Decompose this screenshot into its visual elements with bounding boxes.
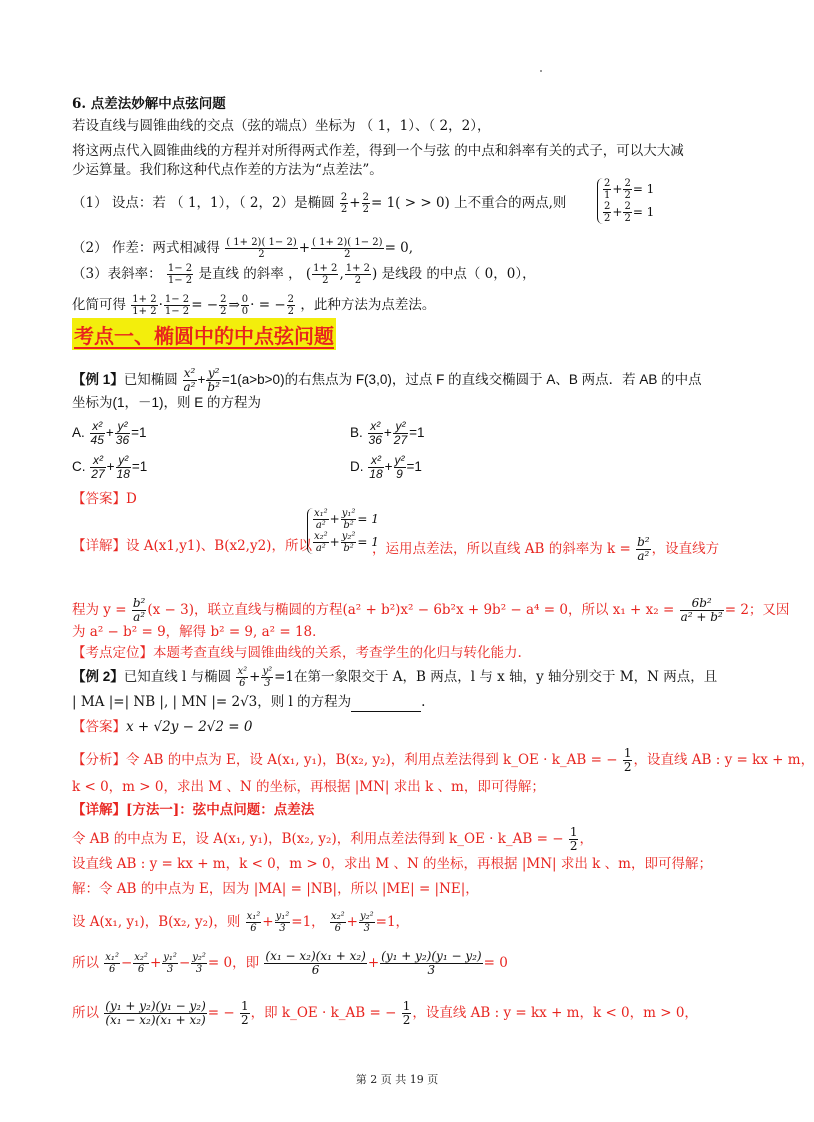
section-heading: 考点一、椭圆中的中点弦问题 [72,318,336,350]
example-1-line-1: 【例 1】已知椭圆 $\frac{\text{x²}}{\text{a²}}$ + $\frac{\text{y²}}{\text{b²}}$ =1(a>b>0)的右焦点为 F(3,0)，过点 F 的直线交椭圆于 A、B 两点．若 AB 的中点 [72,366,702,394]
option-c: C. $\frac{\text{x²}}{27}$ + $\frac{\text{y²}}{18}$ =1 [72,453,148,481]
step-3-text-a: （3）表斜率： [72,266,162,282]
example-2-analysis-2: k < 0，m > 0，求出 M 、N 的坐标，再根据 |MN| 求出 k 、m，即可得解； [72,779,545,795]
step-1: （1） 设点：若 （ 1，1），（ 2，2）是椭圆 $\frac{2}{2}$ + $\frac{2}{2}$ = 1( > > 0) 上不重合的两点,则 [72,192,567,215]
example-2-detail-3: 解：令 AB 的中点为 E，因为 |MA| = |NB|，所以 |ME| = |NE|， [72,881,479,897]
scan-speck [540,70,542,72]
example-2-detail-5: 所以 $\frac{\text{x₁²}}{6}$ − $\frac{\text{x₂²}}{6}$ + $\frac{\text{y₁²}}{3}$ − $\frac{\text{y₂²}}{3}$ = 0，即 $\frac{\text{(x₁ − x₂)(x₁ + x₂)}}{6}$ + $\frac{\text{(y₁ + y₂)(y₁ − y₂)}}{3}$ = 0 [72,949,508,977]
example-1-label: 【例 1】 [72,372,124,388]
example-1-text-a: 已知椭圆 [123,372,178,388]
step-2-text: （2） 作差：两式相减得 [72,240,220,256]
example-2-answer: 【答案】x + √2y − 2√2 = 0 [72,719,253,735]
example-1-detail: 【详解】设 A(x1,y1)、B(x2,y2)，所以 [72,538,312,554]
example-2-detail-4: 设 A(x₁, y₁)，B(x₂, y₂)，则 $\frac{\text{x₁²}}{6}$ + $\frac{\text{y₁²}}{3}$ =1， $\frac{\text{x₂²}}{6}$ + $\frac{\text{y₂²}}{3}$ =1， [72,911,410,934]
example-2-line-2: | MA |=| NB |, | MN |= 2√3，则 l 的方程为 . [72,694,426,710]
step-1-system: $\frac{2}{1}$ + $\frac{2}{2}$ = 1 $\frac{2}{2}$ + $\frac{2}{2}$ = 1 [597,178,654,224]
ellipse-fraction-x: $\frac{2}{2}$ [340,192,348,215]
page-footer: 第 2 页 共 19 页 [355,1073,439,1086]
example-2-detail-2: 设直线 AB : y = kx + m，k < 0，m > 0，求出 M 、N 的坐标，再根据 |MN| 求出 k 、m，即可得解； [72,856,712,872]
example-1-line-2: 坐标为(1，－1)，则 E 的方程为 [72,395,262,410]
ellipse-fraction-y: $\frac{2}{2}$ [362,192,369,215]
step-1-text-a: （1） 设点：若 （ 1，1），（ 2，2）是椭圆 [72,195,335,211]
example-1-detail-2: 程为 y = $\frac{\text{b²}}{\text{a²}}$ (x − 3)，联立直线与椭圆的方程(a² + b²)x² − 6b²x + 9b² − a⁴ = 0，所以 x₁ + x₂ = $\frac{\text{6b²}}{\text{a² + b²}}$ = 2；又因 [72,596,790,624]
example-2-label: 【例 2】 [72,669,124,684]
step-3-text-b: 是直线 的斜率 ， [198,266,302,282]
example-2-line-1: 【例 2】已知直线 l 与椭圆 $\frac{\text{x²}}{6}$ + $\frac{\text{y²}}{3}$ =1在第一象限交于 A，B 两点，l 与 x 轴，y 轴分别交于 M，N 两点，且 [72,666,718,689]
example-2-detail-label: 【详解】[方法一]：弦中点问题：点差法 [72,802,315,818]
example-1-system: $\frac{\text{x₁²}}{\text{a²}}$ + $\frac{\text{y₁²}}{\text{b²}}$ = 1 $\frac{\text{x₂²}}{\text{a²}}$ + $\frac{\text{y₂²}}{\text{b²}}$ = 1 [307,508,379,554]
intro-line-2: 将这两点代入圆锥曲线的方程并对所得两式作差，得到一个与弦 的中点和斜率有关的式子，可以大大减 [72,143,684,159]
example-1-detail-b: ，运用点差法，所以直线 AB 的斜率为 k = $\frac{\text{b²}}{\text{a²}}$ ，设直线方 [372,535,720,563]
example-2-detail-6: 所以 $\frac{\text{(y₁ + y₂)(y₁ − y₂)}}{\text{(x₁ − x₂)(x₁ + x₂)}}$ = − $\frac{1}{2}$ ，即 k_OE · k_AB = − $\frac{1}{2}$ ，设直线 AB : y = kx + m，k < 0，m > 0， [72,999,698,1027]
example-1-position: 【考点定位】本题考查直线与圆锥曲线的关系，考查学生的化归与转化能力. [72,645,522,661]
step-4: 化简可得 $\frac{1+ 2}{1+ 2}$ · $\frac{1- 2}{1- 2}$ = − $\frac{2}{2}$ ⇒ $\frac{0}{0}$ · = − $\frac{2}{2}$ ，此种方法为点差法。 [72,294,436,317]
intro-line-3: 少运算量。我们称这种代点作差的方法为“点差法”。 [72,162,383,178]
option-d: D. $\frac{\text{x²}}{18}$ + $\frac{\text{y²}}{9}$ =1 [350,453,422,481]
example-1-answer: 【答案】D [72,491,137,507]
option-b: B. $\frac{\text{x²}}{36}$ + $\frac{\text{y²}}{27}$ =1 [350,419,425,447]
step-4-text-a: 化简可得 [72,297,126,313]
step-3: （3）表斜率： $\frac{1- 2}{1- 2}$ 是直线 的斜率 ， ( $\frac{1+ 2}{2}$ , $\frac{1+ 2}{2}$ ) 是线段 的中点（ 0，0）， [72,263,536,286]
example-2-analysis: 【分析】令 AB 的中点为 E，设 A(x₁, y₁)，B(x₂, y₂)，利用点差法得到 k_OE · k_AB = − $\frac{1}{2}$ ，设直线 AB : y = kx + m， [72,746,814,774]
option-a: A. $\frac{\text{x²}}{45}$ + $\frac{\text{y²}}{36}$ =1 [72,419,147,447]
step-4-text-b: ，此种方法为点差法。 [300,297,436,313]
step-1-text-b: 上不重合的两点,则 [454,195,567,211]
intro-line-1: 若设直线与圆锥曲线的交点（弦的端点）坐标为 （ 1，1）、（ 2，2）， [72,118,491,134]
answer-blank [351,697,421,712]
example-1-text-b: =1(a>b>0)的右焦点为 F(3,0)，过点 F 的直线交椭圆于 A、B 两点．若 AB 的中点 [221,372,702,388]
example-2-detail-1: 令 AB 的中点为 E，设 A(x₁, y₁)，B(x₂, y₂)，利用点差法得到 k_OE · k_AB = − $\frac{1}{2}$ ， [72,825,593,853]
step-2: （2） 作差：两式相减得 $\frac{( 1+ 2)( 1- 2)}{2}$ + $\frac{( 1+ 2)( 1- 2)}{2}$ = 0, [72,237,414,260]
example-1-detail-3: 为 a² − b² = 9，解得 b² = 9, a² = 18． [72,624,326,640]
step-3-text-c: 是线段 的中点（ 0，0）， [381,266,536,282]
section-title: 6. 点差法妙解中点弦问题 [72,96,226,112]
